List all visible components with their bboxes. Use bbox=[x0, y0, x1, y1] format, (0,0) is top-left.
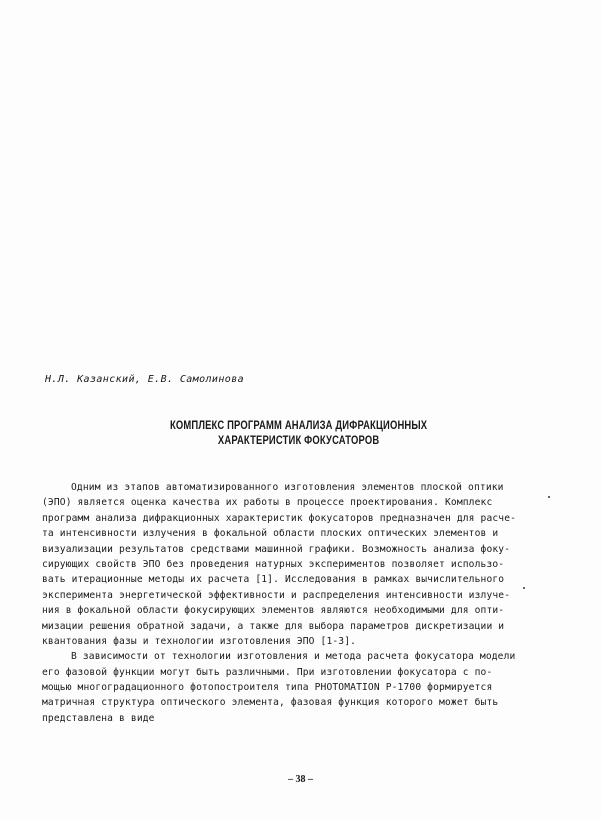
body-line: сирующих свойств ЭПО без проведения натурных экспериментов позволяет использо- bbox=[42, 558, 505, 570]
body-line: В зависимости от технологии изготовления и метода расчета фокусатора модели bbox=[71, 651, 516, 663]
body-line: квантования фазы и технологии изготовления ЭПО [1-3]. bbox=[42, 635, 357, 647]
body-line: ния в фокальной области фокусирующих элементов являются необходимыми для опти- bbox=[42, 605, 505, 617]
body-line: эксперимента энергетической эффективности и распределения интенсивности излуче- bbox=[42, 589, 511, 601]
body-line: та интенсивности излучения в фокальной области плоских оптических элементов и bbox=[42, 528, 499, 540]
body-line: его фазовой функции могут быть различными. При изготовлении фокусатора с по- bbox=[42, 666, 493, 678]
body-line: мизации решения обратной задачи, а также для выбора параметров дискретизации и bbox=[42, 620, 505, 632]
body-line: матричная структура оптического элемента, фазовая функция которого может быть bbox=[42, 697, 499, 709]
authors: Н.Л. Казанский, Е.В. Самолинова bbox=[45, 374, 245, 385]
page-number: – 38 – bbox=[288, 774, 313, 785]
body-line: программ анализа дифракционных характеристик фокусаторов предназначен для расче- bbox=[42, 512, 517, 524]
scan-speck bbox=[548, 496, 550, 498]
body-line: мощью многоградационного фотопостроителя типа PHOTOMATION P-1700 формируется bbox=[42, 682, 493, 694]
body-line: (ЭПО) является оценка качества их работы в процессе проектирования. Комплекс bbox=[42, 497, 493, 509]
title-line-2: ХАРАКТЕРИСТИК ФОКУСАТОРОВ bbox=[217, 435, 380, 447]
body-text bbox=[42, 480, 562, 726]
title-line-1: КОМПЛЕКС ПРОГРАММ АНАЛИЗА ДИФРАКЦИОННЫХ bbox=[169, 420, 428, 432]
body-line: вать итерационные методы их расчета [1]. Исследования в рамках вычислительного bbox=[42, 574, 505, 586]
body-line: представлена в виде bbox=[42, 712, 155, 724]
body-line: Одним из этапов автоматизированного изготовления элементов плоской оптики bbox=[71, 482, 504, 493]
body-line: визуализации результатов средствами машинной графики. Возможность анализа фоку- bbox=[42, 543, 511, 555]
scan-speck bbox=[523, 587, 525, 589]
